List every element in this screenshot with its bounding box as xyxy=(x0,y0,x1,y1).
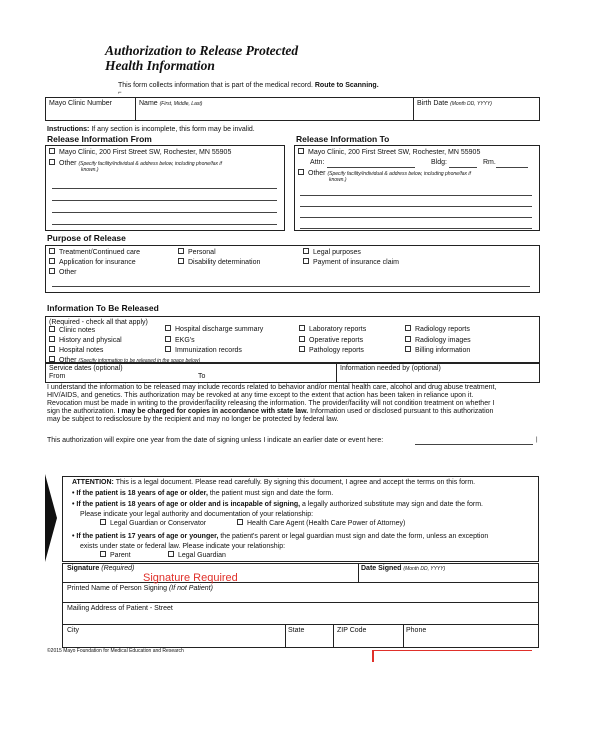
date-signed-label: Date Signed (Month DD, YYYY) xyxy=(361,565,446,572)
purpose-personal[interactable]: Personal xyxy=(178,249,216,257)
info-operative-reports[interactable]: Operative reports xyxy=(299,337,363,345)
city-field[interactable] xyxy=(63,635,285,647)
checkbox[interactable] xyxy=(303,258,309,264)
checkbox[interactable] xyxy=(405,336,411,342)
checkbox[interactable] xyxy=(298,148,304,154)
birth-date-label: Birth Date (Month DD, YYYY) xyxy=(417,100,492,107)
phone-label: Phone xyxy=(406,627,427,634)
intro-mark: ⌐ xyxy=(118,90,122,96)
date-signed-field[interactable] xyxy=(359,572,538,582)
clinic-number-field[interactable] xyxy=(45,108,135,121)
info-discharge-summary[interactable]: Hospital discharge summary xyxy=(165,326,263,334)
form-title-line1: Authorization to Release Protected xyxy=(105,43,299,58)
rm-label: Rm. xyxy=(483,159,496,166)
attn-label: Attn: xyxy=(310,159,325,166)
release-from-other-hint: known.) xyxy=(81,167,99,173)
form-title-line2: Health Information xyxy=(105,58,215,73)
attention-bullet-3: • If the patient is 17 years of age or younger, the patient's parent or legal guardian must sign and date the form, unless an exception xyxy=(72,533,489,540)
expiration-text: This authorization will expire one year from the date of signing unless I indicate an earlier date or event here: xyxy=(47,437,384,444)
release-to-box xyxy=(294,145,540,231)
signature-label: Signature (Required) xyxy=(67,565,135,572)
birth-date-field[interactable] xyxy=(414,108,539,121)
purpose-disability[interactable]: Disability determination xyxy=(178,259,260,267)
release-from-line-1[interactable] xyxy=(52,188,277,189)
checkbox[interactable] xyxy=(49,326,55,332)
zip-field[interactable] xyxy=(334,635,403,647)
state-field[interactable] xyxy=(286,635,333,647)
purpose-insurance[interactable]: Application for insurance xyxy=(49,259,136,267)
opt-legal-guardian[interactable]: Legal Guardian xyxy=(168,552,226,560)
purpose-heading: Purpose of Release xyxy=(47,233,126,243)
info-radiology-reports[interactable]: Radiology reports xyxy=(405,326,470,334)
needed-by-label: Information needed by (optional) xyxy=(340,365,441,372)
needed-by-field[interactable] xyxy=(340,373,538,382)
attention-bullet-1: • If the patient is 18 years of age or older, the patient must sign and date the form. xyxy=(72,490,334,497)
red-mark-vertical xyxy=(372,650,374,662)
mailing-address-label: Mailing Address of Patient - Street xyxy=(67,605,173,612)
checkbox[interactable] xyxy=(405,346,411,352)
checkbox[interactable] xyxy=(49,346,55,352)
clinic-number-label: Mayo Clinic Number xyxy=(49,100,113,107)
signature-required-note: Signature Required xyxy=(143,572,238,584)
attention-bullet-2-sub: Please indicate your legal authority and documentation of your relationship: xyxy=(80,511,314,518)
checkbox[interactable] xyxy=(237,519,243,525)
service-from-label: From xyxy=(49,373,66,380)
info-history-physical[interactable]: History and physical xyxy=(49,337,122,345)
name-label: Name (First, Middle, Last) xyxy=(139,100,203,107)
attention-bullet-2: • If the patient is 18 years of age or older and is incapable of signing, a legally authorized substitute may sign and date the form. xyxy=(72,501,483,508)
legal-text: I understand the information to be released may include records related to behavior and/or mental health care, alcohol and drug abuse treatment, HIV/AIDS, and genetics. This authorization may be revoked at any time except to the extent that action has been taken in reliance upon it. Revocation must be made in writing to the provider/facility releasing the information. The provider/facility will not condition treatment on whether I sign the authorization. I may be charged for copies in accordance with state law. Information used or disclosed pursuant to this authorization may be subject to redisclosure by the recipient and may no longer be protected by federal law. xyxy=(47,384,497,424)
service-to-field[interactable] xyxy=(208,373,333,382)
info-radiology-images[interactable]: Radiology images xyxy=(405,337,471,345)
state-label: State xyxy=(288,627,305,634)
attn-field[interactable] xyxy=(327,167,415,168)
info-clinic-notes[interactable]: Clinic notes xyxy=(49,327,95,335)
service-from-field[interactable] xyxy=(68,373,193,382)
purpose-treatment[interactable]: Treatment/Continued care xyxy=(49,249,140,257)
purpose-other-line[interactable] xyxy=(52,286,530,287)
release-from-line-4[interactable] xyxy=(52,224,277,225)
info-lab-reports[interactable]: Laboratory reports xyxy=(299,326,366,334)
printed-name-field[interactable] xyxy=(63,592,538,602)
arrow-marker xyxy=(45,474,57,562)
opt-legal-guardian-conservator[interactable]: Legal Guardian or Conservator xyxy=(100,520,206,528)
checkbox[interactable] xyxy=(49,248,55,254)
checkbox[interactable] xyxy=(165,346,171,352)
checkbox[interactable] xyxy=(49,336,55,342)
release-from-line-3[interactable] xyxy=(52,212,277,213)
info-pathology-reports[interactable]: Pathology reports xyxy=(299,347,364,355)
checkbox[interactable] xyxy=(49,356,55,362)
purpose-legal[interactable]: Legal purposes xyxy=(303,249,361,257)
checkbox[interactable] xyxy=(168,551,174,557)
intro-text: This form collects information that is part of the medical record. Route to Scanning. xyxy=(118,82,379,89)
expiration-field[interactable] xyxy=(415,444,533,445)
rm-field[interactable] xyxy=(496,167,528,168)
checkbox[interactable] xyxy=(165,325,171,331)
release-to-other-option[interactable]: Other (Specify facility/individual & address below, including phone/fax if xyxy=(298,170,471,178)
checkbox[interactable] xyxy=(178,258,184,264)
info-hospital-notes[interactable]: Hospital notes xyxy=(49,347,103,355)
checkbox[interactable] xyxy=(299,346,305,352)
purpose-payment[interactable]: Payment of insurance claim xyxy=(303,259,399,267)
copyright: ©2015 Mayo Foundation for Medical Education and Research xyxy=(47,648,184,654)
checkbox[interactable] xyxy=(49,148,55,154)
name-field[interactable] xyxy=(136,108,412,121)
opt-health-care-agent[interactable]: Health Care Agent (Health Care Power of Attorney) xyxy=(237,520,405,528)
release-to-line-3[interactable] xyxy=(300,217,532,218)
city-label: City xyxy=(67,627,80,634)
checkbox[interactable] xyxy=(49,268,55,274)
checkbox[interactable] xyxy=(303,248,309,254)
info-required-note: (Required - check all that apply) xyxy=(49,319,148,326)
attention-bullet-3-sub: exists under state or federal law. Please indicate your relationship: xyxy=(80,543,286,550)
signature-field[interactable] xyxy=(63,564,357,581)
red-mark-horizontal xyxy=(372,650,532,651)
expiration-end-mark: | xyxy=(536,437,538,443)
phone-field[interactable] xyxy=(404,635,538,647)
purpose-other[interactable]: Other xyxy=(49,269,77,277)
service-to-label: To xyxy=(198,373,206,380)
release-to-other-hint: known.) xyxy=(329,177,347,183)
checkbox[interactable] xyxy=(49,159,55,165)
release-from-mayo-option[interactable]: Mayo Clinic, 200 First Street SW, Rochester, MN 55905 xyxy=(49,149,231,157)
service-dates-label: Service dates (optional) xyxy=(49,365,123,372)
release-from-other-option[interactable]: Other (Specify facility/individual & address below, including phone/fax if xyxy=(49,160,222,168)
checkbox[interactable] xyxy=(100,551,106,557)
release-to-heading: Release Information To xyxy=(296,134,390,144)
release-from-line-2[interactable] xyxy=(52,200,277,201)
info-immunization[interactable]: Immunization records xyxy=(165,347,242,355)
checkbox[interactable] xyxy=(49,258,55,264)
zip-label: ZIP Code xyxy=(337,627,367,634)
instructions: Instructions: If any section is incomplete, this form may be invalid. xyxy=(47,126,255,133)
release-to-line-4[interactable] xyxy=(300,228,532,229)
checkbox[interactable] xyxy=(178,248,184,254)
bldg-label: Bldg: xyxy=(431,159,447,166)
release-from-heading: Release Information From xyxy=(47,134,152,144)
checkbox[interactable] xyxy=(100,519,106,525)
opt-parent[interactable]: Parent xyxy=(100,552,131,560)
checkbox[interactable] xyxy=(299,336,305,342)
checkbox[interactable] xyxy=(165,336,171,342)
checkbox[interactable] xyxy=(298,169,304,175)
checkbox[interactable] xyxy=(299,325,305,331)
info-ekgs[interactable]: EKG's xyxy=(165,337,195,345)
release-to-line-1[interactable] xyxy=(300,195,532,196)
attention-intro: ATTENTION: This is a legal document. Please read carefully. By signing this document, I agree and accept the terms on this form. xyxy=(72,479,476,486)
info-billing[interactable]: Billing information xyxy=(405,347,470,355)
bldg-field[interactable] xyxy=(449,167,477,168)
mailing-address-field[interactable] xyxy=(63,613,538,624)
info-release-heading: Information To Be Released xyxy=(47,303,159,313)
checkbox[interactable] xyxy=(405,325,411,331)
printed-name-label: Printed Name of Person Signing (If not Patient) xyxy=(67,585,213,592)
info-other[interactable]: Other (Specify information to be released in the space below) xyxy=(49,357,200,365)
release-to-mayo-option[interactable]: Mayo Clinic, 200 First Street SW, Rochester, MN 55905 xyxy=(298,149,480,157)
release-to-line-2[interactable] xyxy=(300,206,532,207)
